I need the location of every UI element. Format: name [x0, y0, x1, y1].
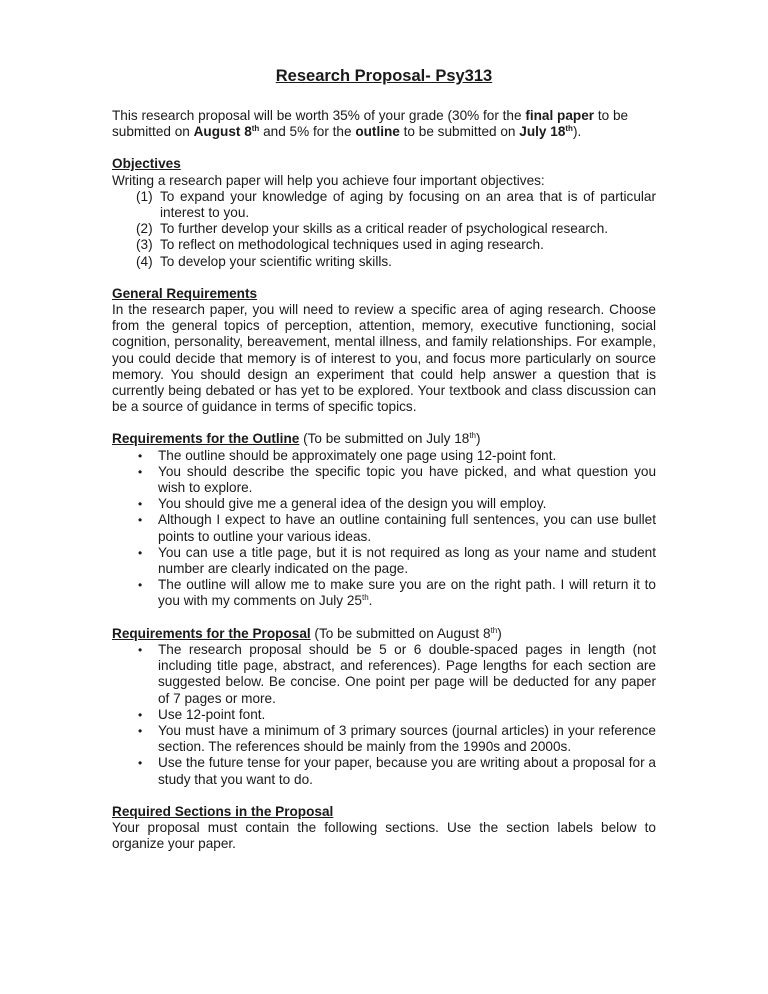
objective-item: (3) To reflect on methodological techniques used in aging research. [136, 237, 544, 253]
intro-paragraph [112, 108, 656, 140]
outline-requirements-section [112, 431, 656, 609]
proposal-due-note: (To be submitted on August 8 [310, 625, 491, 641]
required-sections-section [112, 804, 656, 853]
intro-text: and 5% for the [259, 124, 356, 140]
bullet-item: • You should give me a general idea of the design you will employ. [158, 496, 656, 512]
objectives-list [112, 189, 656, 270]
outline-requirements-heading: Requirements for the Outline [112, 431, 300, 447]
bullet-item: • You can use a title page, but it is not required as long as your name and student number are clearly indicated on the page. [158, 545, 656, 577]
intro-text: This research proposal will be worth 35% of your grade (30% for the [112, 108, 526, 123]
final-paper-emphasis: final paper [525, 108, 595, 123]
document-page [112, 66, 656, 852]
proposal-requirements-header: Requirements for the Proposal (To be submitted on August 8th) [112, 625, 502, 641]
outline-date: July 18th [519, 124, 573, 140]
outline-due-note: (To be submitted on July 18 [299, 431, 470, 447]
bullet-item: • You must have a minimum of 3 primary sources (journal articles) in your reference section. The references should be mainly from the 1990s and 2000s. [158, 723, 656, 755]
proposal-requirements-heading: Requirements for the Proposal [112, 625, 311, 641]
bullet-item: • You should describe the specific topic you have picked, and what question you wish to explore. [158, 464, 656, 496]
final-paper-date: August 8th [193, 124, 260, 140]
intro-text: ). [572, 124, 582, 140]
bullet-item: • The research proposal should be 5 or 6 double-spaced pages in length (not including title page, abstract, and references). Page lengths for each section are suggested below. Be concise. One point per page will be deducted for any paper of 7 pages or more. [158, 642, 656, 707]
bullet-item: • Use 12-point font. [158, 707, 656, 723]
general-requirements-body: In the research paper, you will need to review a specific area of aging research. Choose from the general topics of perception, attention, memory, executive functioning, social cognition, personality, bereavement, mental illness, and family relationships. For example, you could decide that memory is of interest to you, and focus more particularly on source memory. You should design an experiment that could help answer a question that is currently being debated or has yet to be explored. Your textbook and class discussion can be a source of guidance in terms of specific topics. [112, 302, 656, 415]
bullet-item: • The outline should be approximately one page using 12-point font. [158, 448, 656, 464]
objectives-heading: Objectives [112, 156, 181, 172]
bullet-item: • The outline will allow me to make sure you are on the right path. I will return it to you with my comments on July 25th. [158, 577, 656, 609]
objectives-section [112, 156, 656, 269]
objectives-lead: Writing a research paper will help you achieve four important objectives: [112, 172, 545, 188]
objective-item: (2) To further develop your skills as a critical reader of psychological research. [136, 221, 609, 237]
outline-requirements-header: Requirements for the Outline (To be submitted on July 18th) [112, 431, 481, 447]
objective-item: (4) To develop your scientific writing skills. [136, 253, 392, 269]
proposal-requirements-list [112, 642, 656, 788]
intro-text: to be submitted on [112, 108, 629, 140]
general-requirements-section [112, 286, 656, 416]
outline-requirements-list [112, 448, 656, 610]
intro-text: to be submitted on [399, 124, 520, 140]
general-requirements-heading: General Requirements [112, 285, 258, 301]
required-sections-heading: Required Sections in the Proposal [112, 803, 334, 819]
outline-emphasis: outline [355, 124, 400, 140]
bullet-item: • Although I expect to have an outline containing full sentences, you can use bullet points to outline your various ideas. [158, 512, 656, 544]
proposal-requirements-section [112, 626, 656, 788]
objective-item: (1) To expand your knowledge of aging by focusing on an area that is of particular interest to you. [136, 188, 656, 221]
required-sections-body: Your proposal must contain the following sections. Use the section labels below to organize your paper. [112, 819, 656, 852]
bullet-item: • Use the future tense for your paper, because you are writing about a proposal for a study that you want to do. [158, 755, 656, 787]
document-title: Research Proposal- Psy313 [275, 67, 493, 85]
